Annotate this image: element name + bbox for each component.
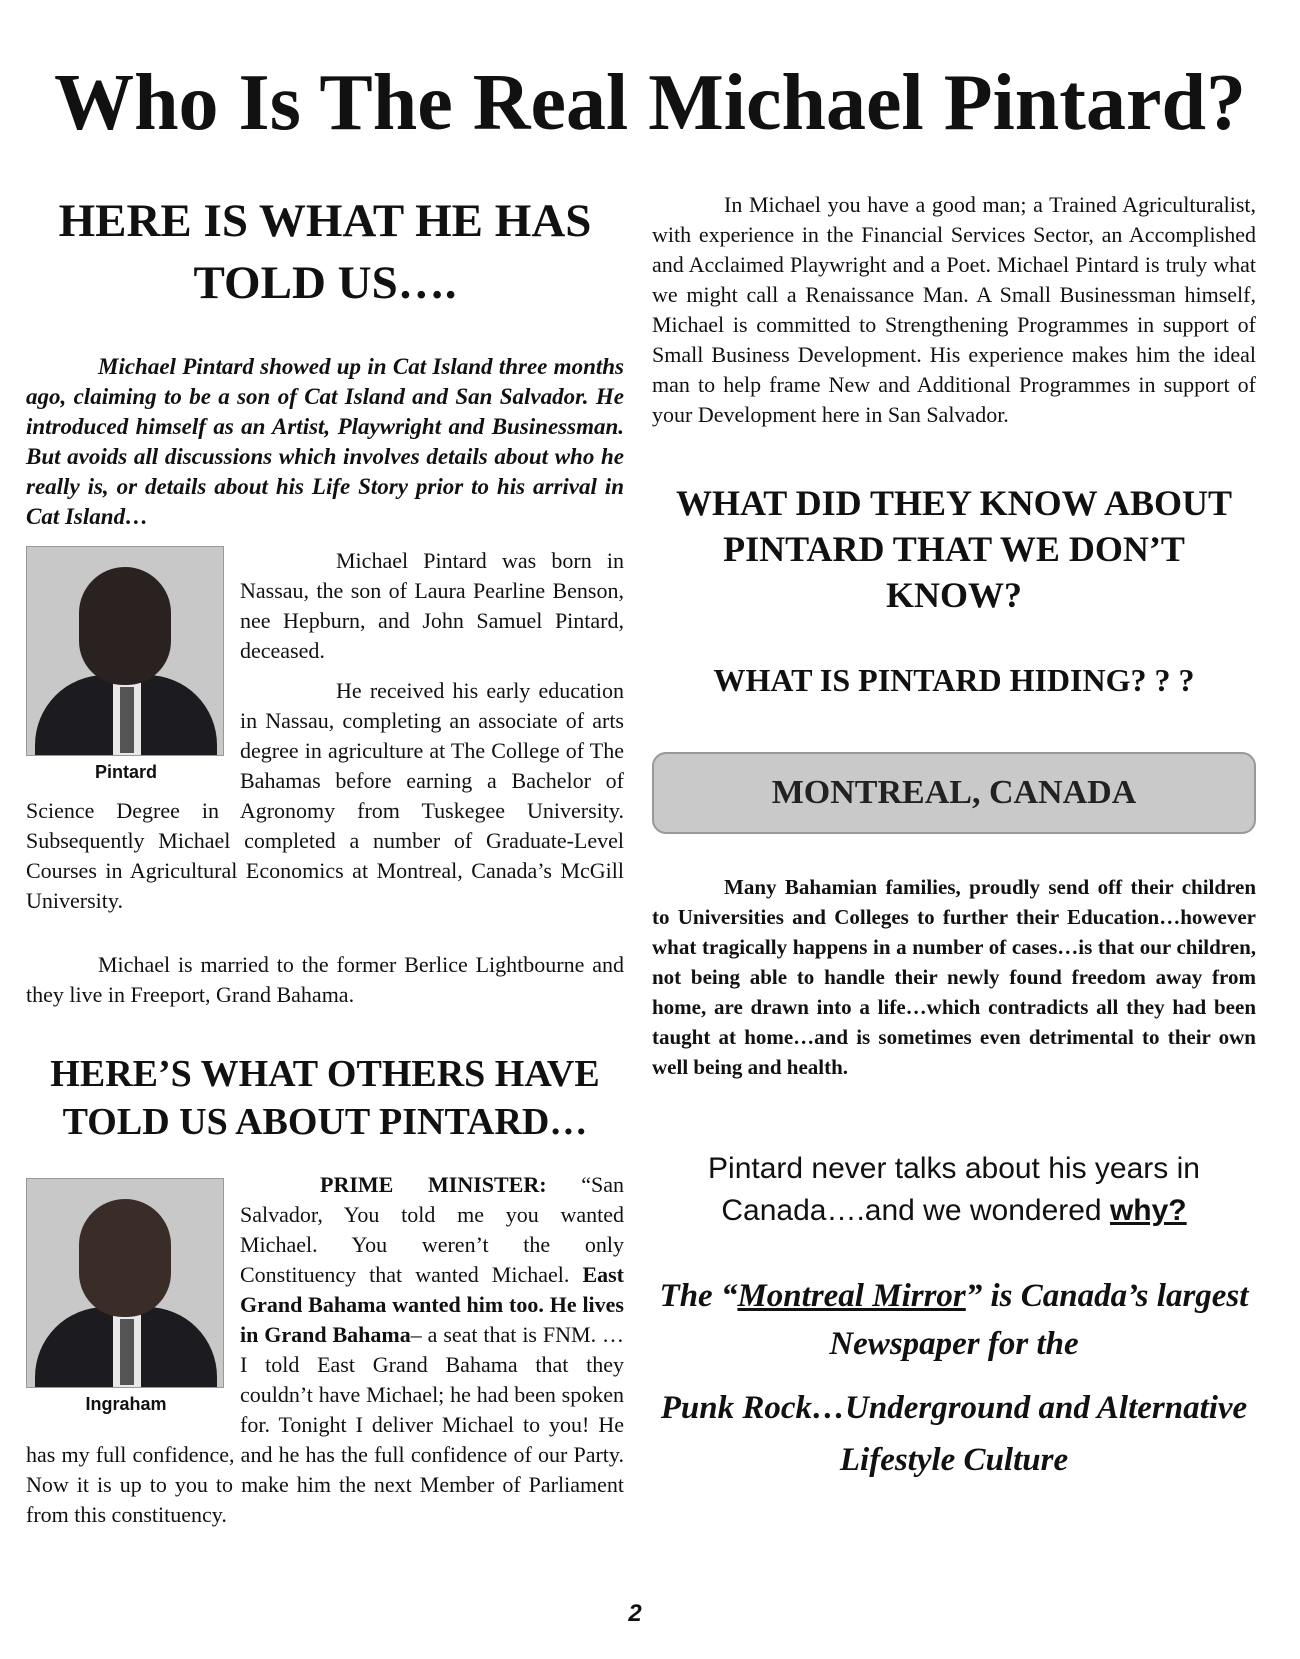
never-talks-text: Pintard never talks about his years in Canada….and we wondered xyxy=(708,1152,1200,1227)
mirror-suffix: ” is Canada’s largest Newspaper for the xyxy=(829,1278,1249,1362)
montreal-canada-banner: MONTREAL, CANADA xyxy=(652,752,1256,834)
page-number: 2 xyxy=(628,1600,642,1627)
education-paragraph: He received his early education in Nassau, completing an associate of arts degree in agriculture at The College of The Bahamas before earning a Bachelor of Science Degree in Agronomy from Tuskegee University. Subsequently Michael completed a number of Graduate-Level Courses in Agricultural Economics at Montreal, Canada’s McGill University. xyxy=(26,678,624,913)
quote-part-1: “San Salvador, You told me you wanted Michael. You weren’t the only Constituency that wanted Michael. xyxy=(240,1172,624,1287)
never-talks-statement xyxy=(652,1148,1256,1232)
montreal-mirror-statement xyxy=(652,1272,1256,1368)
marriage-paragraph: Michael is married to the former Berlice Lightbourne and they live in Freeport, Grand Bahama. xyxy=(26,952,624,1007)
page-title: Who Is The Real Michael Pintard? xyxy=(54,59,1246,147)
quote-lead: PRIME MINISTER: xyxy=(320,1172,547,1197)
bahamian-families-paragraph: Many Bahamian families, proudly send off their children to Universities and Colleges to further their Education…however what tragically happens in a number of cases…is that our children, not being able to handle their newly found freedom away from home, are drawn into a life…which contradicts all they had been taught at home…and is sometimes even detrimental to their own well being and health. xyxy=(652,875,1256,1079)
mirror-prefix: The “ xyxy=(659,1278,738,1314)
ingraham-photo-caption: Ingraham xyxy=(85,1394,167,1414)
montreal-mirror-name: Montreal Mirror xyxy=(737,1278,966,1314)
birth-paragraph: Michael Pintard was born in Nassau, the son of Laura Pearline Benson, nee Hepburn, and John Samuel Pintard, deceased. xyxy=(240,548,624,663)
pintard-portrait-image xyxy=(26,546,224,756)
heading-what-he-told-us: HERE IS WHAT HE HAS TOLD US…. xyxy=(58,195,592,309)
left-column xyxy=(26,190,624,1530)
intro-paragraph: Michael Pintard showed up in Cat Island three months ago, claiming to be a son of Cat Island and San Salvador. He introduced himself as an Artist, Playwright and Businessman. But avoids all discussions which involves details about who he really is, or details about his Life Story prior to his arrival in Cat Island… xyxy=(26,354,624,529)
heading-what-is-pintard-hiding: WHAT IS PINTARD HIDING? ? ? xyxy=(713,662,1195,698)
ingraham-portrait-image xyxy=(26,1178,224,1388)
pintard-photo-caption: Pintard xyxy=(94,762,157,782)
quote-bold: East Grand Bahama wanted him too. He lives in Grand Bahama xyxy=(240,1262,624,1347)
heading-what-did-they-know: WHAT DID THEY KNOW ABOUT PINTARD THAT WE DON’T KNOW? xyxy=(675,483,1233,615)
heading-others-told-us: HERE’S WHAT OTHERS HAVE TOLD US ABOUT PINTARD… xyxy=(50,1053,600,1143)
ingraham-photo xyxy=(26,1178,226,1415)
right-column xyxy=(652,190,1256,1486)
pintard-photo xyxy=(26,546,226,783)
why-emphasis: why? xyxy=(1109,1194,1187,1227)
quote-part-2: – a seat that is FNM. …I told East Grand Bahama that they couldn’t have Michael; he had been spoken for. Tonight I deliver Michael to you! He has my full confidence, and he has the full confidence of our Party. Now it is up to you to make him the next Member of Parliament from this constituency. xyxy=(26,1322,624,1527)
good-man-paragraph: In Michael you have a good man; a Trained Agriculturalist, with experience in the Financial Services Sector, an Accomplished and Acclaimed Playwright and a Poet. Michael Pintard is truly what we might call a Renaissance Man. A Small Businessman himself, Michael is committed to Strengthening Programmes in support of Small Business Development. His experience makes him the ideal man to help frame New and Additional Programmes in support of your Development here in San Salvador. xyxy=(652,192,1256,427)
punk-rock-statement: Punk Rock…Underground and Alternative Lifestyle Culture xyxy=(660,1390,1248,1478)
